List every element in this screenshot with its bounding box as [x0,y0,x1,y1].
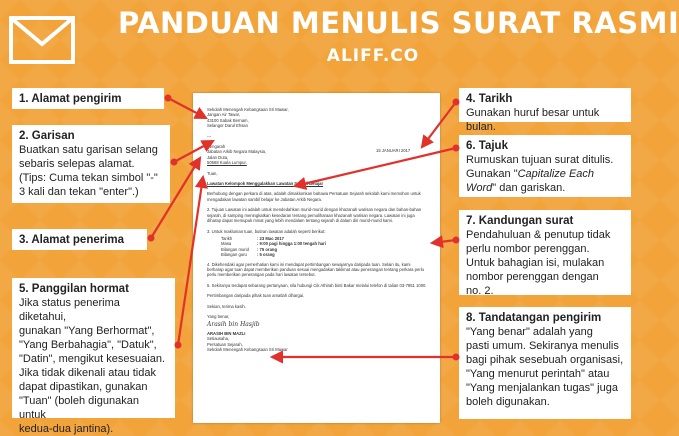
callout-text: nombor perenggan dengan [466,271,599,283]
callout-title: 2. Garisan [19,130,75,142]
letter-detail-value: : 5 orang [257,252,275,258]
page-subtitle: ALIFF.CO [326,46,420,66]
letter-paragraph: 3. Untuk makluman tuan, butiran lawatan adalah seperti berikut: [207,228,326,234]
callout-tarikh [459,88,631,133]
arrow-dot [171,159,178,166]
letter-paragraph: 5. Sekiranya terdapat sebarang pertanyaan, sila hubungi Cik Athirah binti Bakar melalui telefon di talian 03-7951 1000. [207,282,427,288]
callout-title: 3. Alamat penerima [19,234,125,246]
arrow-dot [148,235,155,242]
letter-line: Jabatan Arkib Negara Malaysia, [207,149,267,155]
callout-text: no. 2. [466,285,494,297]
letter-line: Jalan Duta, [207,154,229,160]
callout-text: sebaris selepas alamat. [19,158,135,170]
callout-text [466,167,624,181]
callout-text: Pendahuluan & penutup tidak [466,229,611,241]
callout-text-italic: Capitalize Each [517,168,595,180]
callout-garisan [12,125,170,203]
callout-text: 3 kali dan tekan "enter".) [19,186,139,198]
callout-tajuk [459,135,631,197]
callout-text: boleh digunakan. [466,396,550,408]
letter-line: 50568 Kuala Lumpur. [207,160,247,166]
callout-alamat-penerima [12,229,147,250]
letter-dash-line: --- [207,133,212,139]
letter-line: Pengarah [207,144,226,150]
letter-salutation: Tuan, [207,170,218,176]
letter-closing: Pertimbangan daripada pihak tuan amatlah dihargai. [207,293,305,299]
letter-line: Persatuan Sejarah, [207,341,243,347]
callout-kandungan-surat [459,210,631,295]
callout-title: 6. Tajuk [466,140,508,152]
callout-text: "Yang benar" adalah yang [466,326,593,338]
callout-alamat-pengirim [12,88,164,109]
callout-text: (Tips: Cuma tekan simbol "-" [19,172,158,184]
letter-paragraph: Berhubung dengan perkara di atas, adalah dimaklumkan bahawa Persatuan Sejarah sekolah kami memohon untuk mengadakan lawatan sambil belajar ke Jabatan Arkib Negara. [207,191,421,202]
callout-panggilan-hormat [12,278,175,435]
arrow-dot [175,342,182,349]
callout-title: 7. Kandungan surat [466,215,574,227]
letter-paragraph: 4. Dikehendaki agar pemerhatian kami ini mendapat pertimbangan sewajarnya daripada tuan. Selain itu, kami berharap agar tuan dapat memberikan panduan sesuai mengadakan taklimat atau penerangan tentang perkara perlu perlu memberikan penerangan pada hari lawatan tersebut. [207,261,424,278]
letter-sender-address [207,107,428,129]
letter-closing: Sekian, terima kasih. [207,303,246,309]
letter-line: 43100 Sabak Bernam, [207,117,249,123]
callout-text: Rumuskan tujuan surat ditulis. [466,154,614,166]
letter-regards: Yang benar, [207,313,230,319]
callout-title: 5. Panggilan hormat [19,283,129,295]
callout-text: Buatkan satu garisan selang [19,144,158,156]
callout-text: "Datin", mengikut kesesuaian. [19,353,165,365]
callout-title: 1. Alamat pengirim [19,93,122,105]
callout-text: Gunakan huruf besar untuk bulan. [466,107,600,133]
letter-date: 15 JANUARI 2017 [376,148,411,153]
letter-line: Setiausaha, [207,336,230,342]
letter-sender-name: ARASIH BIN MAZLI [207,330,246,336]
letter-detail-value: : 23 Mac 2017 [257,235,285,241]
letter-detail-row [221,252,428,257]
callout-text: "Tuan" (boleh digunakan untuk [19,395,139,421]
letter-detail-value: : 75 orang [257,246,278,252]
callout-text: bagi pihak sesebuah organisasi, [466,354,624,366]
callout-text: dapat dipastikan, gunakan [19,381,148,393]
letter-subject: Lawatan Kelompok Menggalakkan Lawatan Sambil Belajar [207,181,324,187]
letter-detail-table [221,236,428,258]
callout-text-part: Gunakan " [466,168,518,180]
callout-text: "Yang menurut perintah" atau [466,368,610,380]
callout-text: "Yang Berbahagia", "Datuk", [19,339,157,351]
callout-tandatangan-pengirim [459,307,631,419]
letter-signature: Arasih bin Hasjib [207,321,260,329]
letter-detail-value: : 9:00 pagi hingga 1:00 tengah hari [257,241,326,247]
callout-text: perlu nombor perenggan. [466,243,590,255]
letter-paragraph: 2. Tujuan Lawatan ini adalah untuk mendedahkan murid-murid dengan khazanah warisan negara dan bahan-bahan sejarah, di samping meningkatkan kesedaran tentang pemuliharaan khazanah warisan negara. Lawatan ini juga diharap dapat memupuk minat yang lebih mendalam tentang sejarah di dalam diri murid-murid kami. [207,207,422,224]
sample-letter [193,93,440,423]
envelope-icon [8,8,76,68]
callout-text: Untuk bahagian isi, mulakan [466,257,605,269]
letter-detail-key: Tarikh [221,235,233,241]
callout-text [466,181,624,195]
callout-text: kedua-dua jantina). [19,423,114,435]
page-title: PANDUAN MENULIS SURAT RASMI [118,6,679,40]
arrow-dot [165,95,172,102]
callout-title: 4. Tarikh [466,93,513,105]
callout-text: pasti umum. Sekiranya menulis [466,340,619,352]
callout-text: gunakan "Yang Berhormat", [19,325,155,337]
letter-line: Selangor Darul Ehsan [207,123,248,129]
callout-text: Jika status penerima diketahui, [19,297,120,323]
letter-line: Sekolah Menengah Kebangsaan Sri Mawar [207,347,288,352]
callout-text: Jika tidak dikenali atau tidak [19,367,156,379]
letter-detail-key: Bilangan murid [221,246,249,252]
letter-detail-key: Masa [221,241,232,247]
callout-text: "Yang menjalankan tugas" juga [466,382,618,394]
letter-line: Jangan Air Tawar, [207,112,240,118]
letter-detail-key: Bilangan guru [221,252,247,258]
callout-text-part: " dan gariskan. [492,182,566,194]
callout-text-italic: Word [466,182,493,194]
callout-title: 8. Tandatangan pengirim [466,312,602,324]
letter-line: Sekolah Menengah Kebangsaan Sri Mawar, [207,107,289,112]
